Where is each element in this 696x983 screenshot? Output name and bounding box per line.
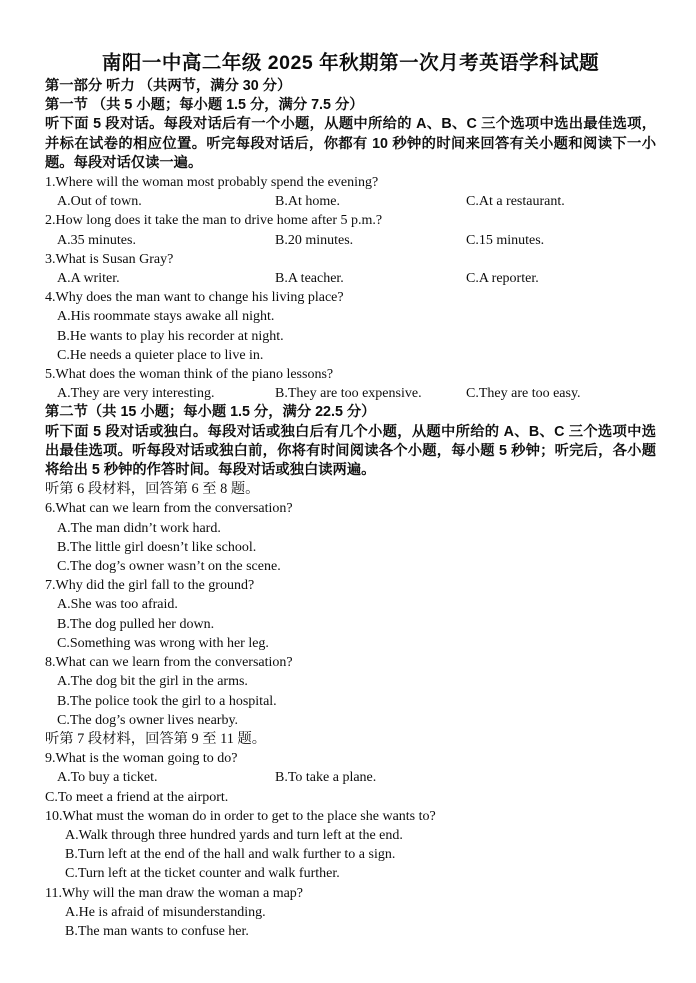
question-10-option-b: B.Turn left at the end of the hall and walk further to a sign. xyxy=(65,847,396,863)
material-7-note: 听第 7 段材料，回答第 9 至 11 题。 xyxy=(45,730,267,747)
exam-content xyxy=(0,50,696,941)
question-7 xyxy=(45,576,656,653)
question-9-options xyxy=(45,768,656,787)
question-4-option-a: A.His roommate stays awake all night. xyxy=(57,309,275,325)
question-1-option-b: B.At home. xyxy=(275,194,340,210)
question-1-option-c: C.At a restaurant. xyxy=(466,194,565,210)
question-11-text: 11.Why will the man draw the woman a map? xyxy=(45,885,304,901)
question-5-option-c: C.They are too easy. xyxy=(466,386,581,402)
question-11 xyxy=(45,884,656,942)
question-9-text: 9.What is the woman going to do? xyxy=(45,751,238,767)
question-8-option-a: A.The dog bit the girl in the arms. xyxy=(57,674,248,690)
question-4-option-b: B.He wants to play his recorder at night. xyxy=(57,328,284,344)
question-9 xyxy=(45,749,656,807)
section1-heading: 第一节 （共 5 小题；每小题 1.5 分，满分 7.5 分） xyxy=(45,97,364,114)
question-8-option-c: C.The dog’s owner lives nearby. xyxy=(57,712,239,728)
question-2 xyxy=(45,211,656,249)
question-2-text: 2.How long does it take the man to drive home after 5 p.m.? xyxy=(45,213,383,229)
question-2-options xyxy=(45,231,656,250)
question-7-option-b: B.The dog pulled her down. xyxy=(57,616,215,632)
section1-instructions: 听下面 5 段对话。每段对话后有一个小题，从题中所给的 A、B、C 三个选项中选出最佳选项，并标在试卷的相应位置。听完每段对话后，你都有 10 秒钟的时间来回答有关小题和阅读下一小题。每段对话仅读一遍。 xyxy=(45,116,656,171)
question-4 xyxy=(45,288,656,365)
question-6-option-a: A.The man didn’t work hard. xyxy=(57,520,221,536)
question-7-option-c: C.Something was wrong with her leg. xyxy=(57,635,269,651)
question-4-text: 4.Why does the man want to change his living place? xyxy=(45,290,344,306)
question-1-options xyxy=(45,192,656,211)
question-3-option-b: B.A teacher. xyxy=(275,271,344,287)
question-7-text: 7.Why did the girl fall to the ground? xyxy=(45,578,255,594)
question-9-option-a: A.To buy a ticket. xyxy=(57,770,158,786)
question-9-option-b: B.To take a plane. xyxy=(275,770,377,786)
question-10-option-a: A.Walk through three hundred yards and turn left at the end. xyxy=(65,827,403,843)
question-6-option-c: C.The dog’s owner wasn’t on the scene. xyxy=(57,559,281,575)
question-11-option-a: A.He is afraid of misunderstanding. xyxy=(65,904,266,920)
question-2-option-b: B.20 minutes. xyxy=(275,232,354,248)
question-3-text: 3.What is Susan Gray? xyxy=(45,251,174,267)
exam-title: 南阳一中高二年级 2025 年秋期第一次月考英语学科试题 xyxy=(101,52,600,74)
question-1-text: 1.Where will the woman most probably spend the evening? xyxy=(45,175,379,191)
question-9-option-c: C.To meet a friend at the airport. xyxy=(45,789,229,805)
question-6-text: 6.What can we learn from the conversation? xyxy=(45,501,293,517)
question-7-option-a: A.She was too afraid. xyxy=(57,597,178,613)
question-4-option-c: C.He needs a quieter place to live in. xyxy=(57,347,264,363)
section2-heading: 第二节（共 15 小题；每小题 1.5 分，满分 22.5 分） xyxy=(45,404,376,421)
question-5-text: 5.What does the woman think of the piano lessons? xyxy=(45,367,334,383)
question-3-option-a: A.A writer. xyxy=(57,271,120,287)
question-8-text: 8.What can we learn from the conversation? xyxy=(45,655,293,671)
question-10 xyxy=(45,807,656,884)
question-10-text: 10.What must the woman do in order to get to the place she wants to? xyxy=(45,808,436,824)
material-6-note: 听第 6 段材料，回答第 6 至 8 题。 xyxy=(45,481,260,498)
question-10-option-c: C.Turn left at the ticket counter and walk further. xyxy=(65,866,340,882)
question-2-option-a: A.35 minutes. xyxy=(57,232,136,248)
question-6 xyxy=(45,499,656,576)
question-5-option-a: A.They are very interesting. xyxy=(57,386,215,402)
question-8-option-b: B.The police took the girl to a hospital. xyxy=(57,693,277,709)
question-1-option-a: A.Out of town. xyxy=(57,194,142,210)
question-5-option-b: B.They are too expensive. xyxy=(275,386,422,402)
question-2-option-c: C.15 minutes. xyxy=(466,232,545,248)
part1-heading: 第一部分 听力 （共两节，满分 30 分） xyxy=(45,78,292,94)
section2-instructions: 听下面 5 段对话或独白。每段对话或独白后有几个小题，从题中所给的 A、B、C 三个选项中选出最佳选项。听每段对话或独白前，你将有时间阅读各个小题，每小题 5 秒钟；听完后，各小题将给出 5 秒钟的作答时间。每段对话或独白读两遍。 xyxy=(45,423,656,479)
question-3-options xyxy=(45,269,656,288)
question-11-option-b: B.The man wants to confuse her. xyxy=(65,923,249,939)
question-3 xyxy=(45,250,656,288)
question-1 xyxy=(45,173,656,211)
question-5 xyxy=(45,365,656,403)
question-5-options xyxy=(45,384,656,403)
question-3-option-c: C.A reporter. xyxy=(466,271,539,287)
question-8 xyxy=(45,653,656,730)
question-6-option-b: B.The little girl doesn’t like school. xyxy=(57,539,257,555)
